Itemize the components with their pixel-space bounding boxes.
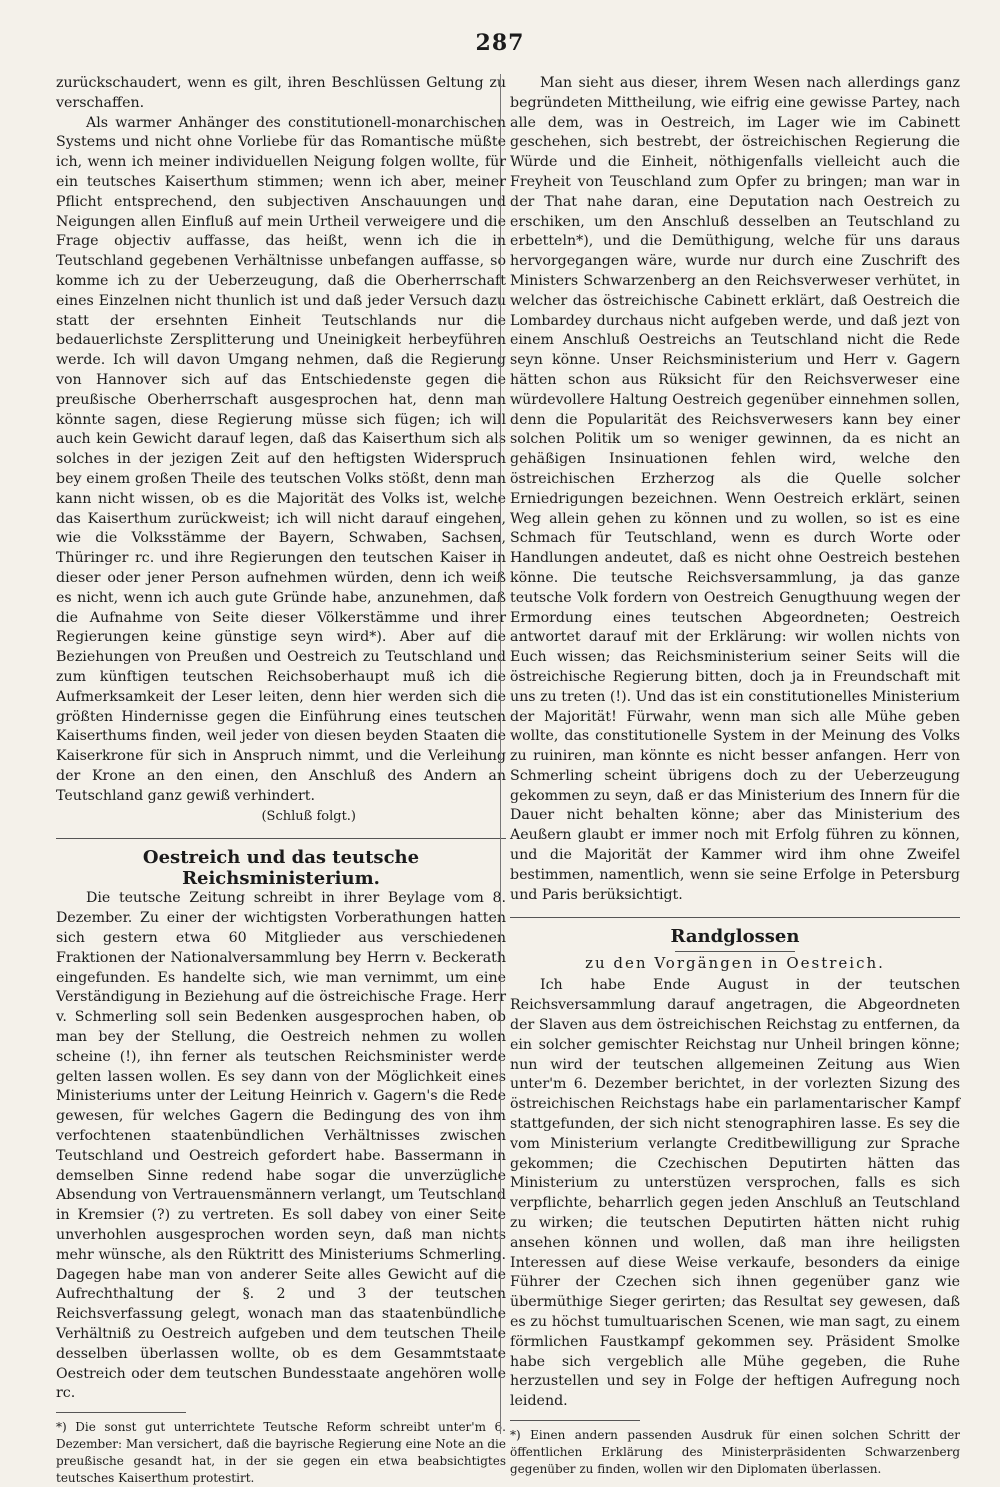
right-paragraph-1: Man sieht aus dieser, ihrem Wesen nach allerdings ganz begründeten Mittheilung, wie eifrig eine gewisse Partey, nach alle dem, was in Oestreich, im Lager wie im Cabinett geschehen, sich bestrebt, der östreichischen Regierung die Würde und die Einheit, nöthigenfalls vielleicht auch die Freyheit von Teuschland zum Opfer zu bringen; man war in der That nahe daran, eine Deputation nach Oestreich zu erschiken, um den Anschluß desselben an Teutschland zu erbetteln*), und die Demüthigung, welche für uns daraus hervorgegangen wäre, wurde nur durch eine Zuschrift des Ministers Schwarzenberg an den Reichsverweser verhütet, in welcher das östreichische Cabinett erklärt, daß Oestreich die Lombardey durchaus nicht aufgeben werde, und daß jezt von einem Anschluß Oestreichs an Teutschland nicht die Rede seyn könne. Unser Reichsministerium und Herr v. Gagern hätten schon aus Rüksicht für den Reichsverweser eine würdevollere Haltung Oestreich gegenüber einnehmen sollen, denn die Popularität des Reichsverwesers kann bey einer solchen Politik um so weniger gewinnen, da es nicht an gehäßigen Insinuationen fehlen wird, welche den östreichischen Erzherzog als die Quelle solcher Erniedrigungen bezeichnen. Wenn Oestreich erklärt, seinen Weg allein gehen zu können und zu wollen, so ist es eine Schmach für Teutschland, wenn es durch Worte oder Handlungen andeutet, daß es nicht ohne Oestreich bestehen könne. Die teutsche Reichsversammlung, ja das ganze teutsche Volk fordern von Oestreich Genugthuung wegen der Ermordung eines teutschen Abgeordneten; Oestreich antwortet darauf mit der Erklärung: wir wollen nichts von Euch wissen; das Reichsministerium seiner Seits will die östreichische Regierung bitten, doch ja in Freundschaft mit uns zu treten (!). Und das ist ein constitutionelles Ministerium der Majorität! Fürwahr, wenn man sich alle Mühe geben wollte, das constitutionelle System in der Meinung des Volks zu ruiniren, man könnte es nicht besser anfangen. Herr von Schmerling scheint übrigens doch zu der Ueberzeugung gekommen zu seyn, daß er das Ministerium des Innern für die Dauer nicht behalten könne; aber das Ministerium des Aeußern glaubt er immer noch mit Erfolg führen zu können, und die Majorität der Kammer wird ihm ohne Zweifel bestimmen, namentlich, wenn sie seine Erfolge in Petersburg und Paris berüksichtigt. <box>510 75 960 903</box>
section-divider <box>510 917 960 918</box>
left-footnote: *) Die sonst gut unterrichtete Teutsche Reform schreibt unter'm 6. Dezember: Man versichert, daß die bayrische Regierung eine Note an die preußische gesandt hat, in der sie gegen ein etwa beabsichtigtes teutsches Kaiserthum protestirt. <box>56 1420 506 1486</box>
right-footnote: *) Einen andern passenden Ausdruk für einen solchen Schritt der öffentlichen Erklärung des Ministerpräsidenten Schwarzenberg gegenüber zu finden, wollen wir den Diplomaten überlassen. <box>510 1428 960 1476</box>
left-paragraph-1: zurückschaudert, wenn es gilt, ihren Beschlüssen Geltung zu verschaffen. <box>56 75 506 111</box>
heading-underline <box>675 951 795 952</box>
column-rule <box>500 74 501 1434</box>
left-column <box>56 74 506 1487</box>
footnote-divider <box>510 1420 640 1421</box>
article-heading-oestreich: Oestreich und das teutsche Reichsministerium. <box>142 847 420 890</box>
continued-note: (Schluß folgt.) <box>261 809 356 825</box>
left-paragraph-3: Die teutsche Zeitung schreibt in ihrer Beylage vom 8. Dezember. Zu einer der wichtigsten Vorberathungen hatten sich gestern etwa 60 Mitglieder aus verschiedenen Fraktionen der Nationalversammlung bey Herrn v. Beckerath eingefunden. Es handelte sich, wie man vernimmt, um eine Verständigung in Beziehung auf die östreichische Frage. Herr v. Schmerling soll sein Bedenken ausgesprochen haben, ob man bey der Stellung, die Oestreich nehmen zu wollen scheine (!), ihn ferner als teutschen Reichsminister werde gelten lassen wollen. Es sey dann von der Möglichkeit eines Ministeriums unter der Leitung Heinrich v. Gagern's die Rede gewesen, für welches Gagern die Bedingung des von ihm verfochtenen staatenbündlichen Verhältnisses zwischen Teutschland und Oestreich gefordert habe. Bassermann in demselben Sinne redend habe sogar die unverzügliche Absendung von Vertrauensmännern verlangt, um Teutschland in Kremsier (?) zu vertreten. Es soll dabey von einer Seite unverhohlen ausgesprochen worden seyn, daß man nichts mehr wünsche, als den Rüktritt des Ministeriums Schmerling. Dagegen habe man von anderer Seite alles Gewicht auf die Aufrechthaltung der §. 2 und 3 der teutschen Reichsverfassung gelegt, wonach man das staatenbündliche Verhältniß zu Oestreich aufgeben und dem teutschen Theile desselben überlassen wollte, ob es dem Gesammtstaate Oestreich oder dem teutschen Bundesstaate angehören wolle rc. <box>56 890 506 1402</box>
page-number: 287 <box>475 30 525 56</box>
left-paragraph-2: Als warmer Anhänger des constitutionell-monarchischen Systems und nicht ohne Vorliebe für das Romantische müßte ich, wenn ich meiner individuellen Neigung folgen wollte, für ein teutsches Kaiserthum stimmen; wenn ich aber, meiner Pflicht entsprechend, den subjectiven Anschauungen und Neigungen allen Einfluß auf mein Urtheil verweigere und die Frage objectiv auffasse, das heißt, wenn ich die in Teutschland gegebenen Verhältnisse unbefangen auffasse, so komme ich zu der Ueberzeugung, daß die Oberherrschaft eines Einzelnen nicht thunlich ist und daß jeder Versuch dazu statt der ersehnten Einheit Teutschlands nur die bedauerlichste Zersplitterung und Uneinigkeit herbeyführen werde. Ich will davon Umgang nehmen, daß die Regierung von Hannover sich auf das Entschiedenste gegen die preußische Oberherrschaft ausgesprochen hat, denn man könnte sagen, diese Regierung müsse sich fügen; ich will auch kein Gewicht darauf legen, daß das Kaiserthum sich als solches in der jezigen Zeit auf den heftigsten Widerspruch bey einem großen Theile des teutschen Volks stößt, denn man kann nicht wissen, ob es die Majorität des Volks ist, welche das Kaiserthum zurückweist; ich will nicht darauf eingehen, wie die Volksstämme der Bayern, Schwaben, Sachsen, Thüringer rc. und ihre Regierungen den teutschen Kaiser in dieser oder jener Person aufnehmen würden, denn ich weiß es nicht, wenn ich auch gute Gründe habe, anzunehmen, daß die Aufnahme von Seite dieser Völkerstämme und ihrer Regierungen keine günstige seyn wird*). Aber auf die Beziehungen von Preußen und Oestreich zu Teutschland und zum künftigen teutschen Reichsoberhaupt muß ich die Aufmerksamkeit der Leser leiten, denn hier werden sich die größten Hindernisse gegen die Einführung eines teutschen Kaiserthums finden, weil jeder von diesen beyden Staaten die Kaiserkrone für sich in Anspruch nimmt, und die Verleihung der Krone an den einen, den Anschluß des Andern an Teutschland ganz gewiß verhindert. <box>56 114 506 804</box>
section-divider <box>56 838 506 839</box>
article-subtitle: zu den Vorgängen in Oestreich. <box>585 954 885 973</box>
footnote-divider <box>56 1412 186 1413</box>
right-paragraph-2: Ich habe Ende August in der teutschen Reichsversammlung darauf angetragen, die Abgeordneten der Slaven aus dem östreichischen Reichstag zu entfernen, da ein solcher gemischter Reichstag nur Unheil bringen könne; nun wird der teutschen allgemeinen Zeitung aus Wien unter'm 6. Dezember berichtet, in der vorlezten Sizung des östreichischen Reichstags habe ein parlamentarischer Kampf stattgefunden, der sich nicht stenographiren lasse. Es sey die vom Ministerium verlangte Creditbewilligung zur Sprache gekommen; die Czechischen Deputirten hätten das Ministerium zu unterstüzen versprochen, falls es sich verpflichte, beharrlich gegen jeden Anschluß an Teutschland zu wirken; die teutschen Deputirten hätten nicht ruhig ansehen können und wollen, daß man ihre heiligsten Interessen auf diese Weise verkaufe, besonders da einige Führer der Czechen sich ihnen gegenüber ganz wie übermüthige Sieger gerirten; das Resultat sey gewesen, daß es zu höchst tumultuarischen Scenen, wie man sagt, zu einem förmlichen Faustkampf gekommen sey. Präsident Smolke habe sich vergeblich alle Mühe gegeben, die Ruhe herzustellen und sey in Folge der heftigen Aufregung noch leidend. <box>510 977 960 1410</box>
article-heading-randglossen: Randglossen <box>670 926 800 948</box>
right-column <box>510 74 960 1478</box>
